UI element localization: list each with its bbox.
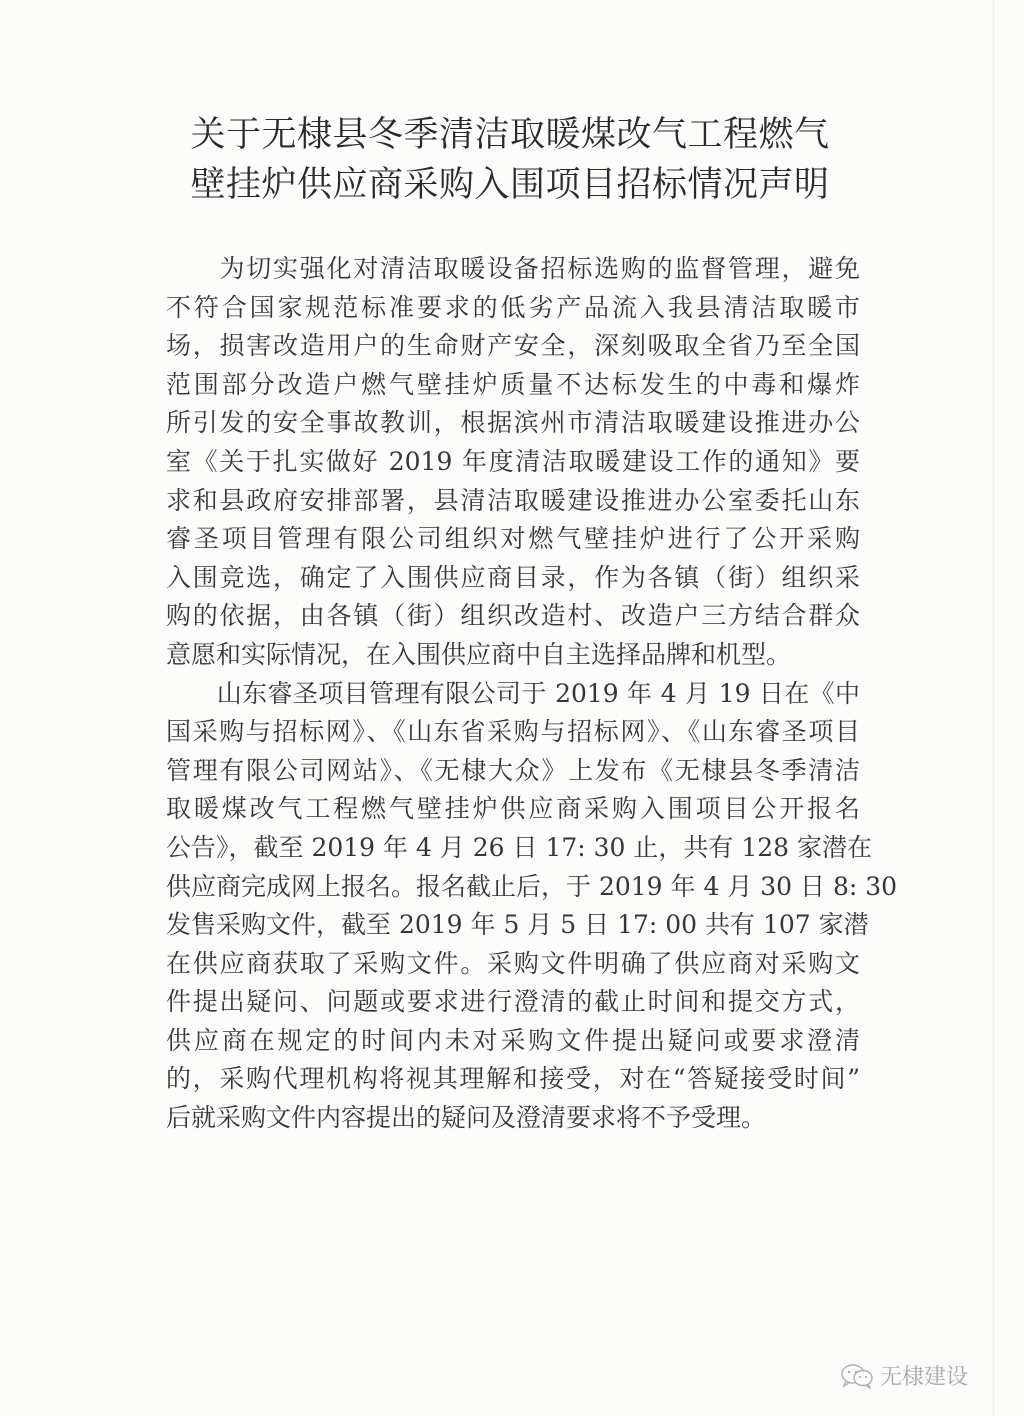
text-line: 所引发的安全事故教训，根据滨州市清洁取暖建设推进办公 (166, 408, 860, 438)
text-line: 室《关于扎实做好 2019 年度清洁取暖建设工作的通知》要 (166, 446, 860, 476)
paragraph-2 (166, 675, 898, 1138)
text-line: 睿圣项目管理有限公司组织对燃气壁挂炉进行了公开采购 (166, 524, 860, 554)
text-line: 购的依据，由各镇（街）组织改造村、改造户三方结合群众 (166, 601, 860, 631)
text-line: 件提出疑问、问题或要求进行澄清的截止时间和提交方式， (166, 987, 860, 1017)
text-line: 取暖煤改气工程燃气壁挂炉供应商采购入围项目公开报名 (166, 794, 860, 824)
wechat-watermark (840, 1360, 968, 1391)
title-line-2: 壁挂炉供应商采购入围项目招标情况声明 (190, 165, 830, 205)
text-line: 不符合国家规范标准要求的低劣产品流入我县清洁取暖市 (166, 292, 860, 322)
text-line: 的，采购代理机构将视其理解和接受，对在“答疑接受时间” (166, 1064, 860, 1094)
text-line: 山东睿圣项目管理有限公司于 2019 年 4 月 19 日在《中 (166, 678, 860, 708)
text-line: 供应商完成网上报名。报名截止后，于 2019 年 4 月 30 日 8: 30 (166, 871, 898, 901)
text-line: 发售采购文件，截至 2019 年 5 月 5 日 17: 00 共有 107 家潜 (166, 910, 869, 940)
text-line: 管理有限公司网站》、《无棣大众》上发布《无棣县冬季清洁 (166, 755, 860, 785)
wechat-icon (840, 1363, 874, 1389)
text-line: 国采购与招标网》、《山东省采购与招标网》、《山东睿圣项目 (166, 717, 860, 747)
text-line: 后就采购文件内容提出的疑问及澄清要求将不予受理。 (166, 1103, 767, 1133)
document-body (166, 250, 898, 1138)
text-line: 为切实强化对清洁取暖设备招标选购的监督管理，避免 (166, 254, 860, 283)
paragraph-1 (166, 250, 860, 675)
text-line: 入围竞选，确定了入围供应商目录，作为各镇（街）组织采 (166, 562, 860, 592)
text-line: 范围部分改造户燃气壁挂炉质量不达标发生的中毒和爆炸 (166, 369, 860, 399)
text-line: 求和县政府安排部署，县清洁取暖建设推进办公室委托山东 (166, 485, 860, 515)
text-line: 供应商在规定的时间内未对采购文件提出疑问或要求澄清 (166, 1025, 860, 1055)
text-line: 公告》，截至 2019 年 4 月 26 日 17: 30 止，共有 128 家潜在 (166, 832, 873, 862)
text-line: 在供应商获取了采购文件。采购文件明确了供应商对采购文 (166, 948, 860, 978)
watermark-account-name: 无棣建设 (880, 1365, 969, 1390)
title-line-1: 关于无棣县冬季清洁取暖煤改气工程燃气 (190, 115, 830, 155)
text-line: 场，损害改造用户的生命财产安全，深刻吸取全省乃至全国 (166, 331, 860, 361)
document-title (150, 110, 870, 210)
text-line: 意愿和实际情况，在入围供应商中自主选择品牌和机型。 (166, 639, 792, 669)
